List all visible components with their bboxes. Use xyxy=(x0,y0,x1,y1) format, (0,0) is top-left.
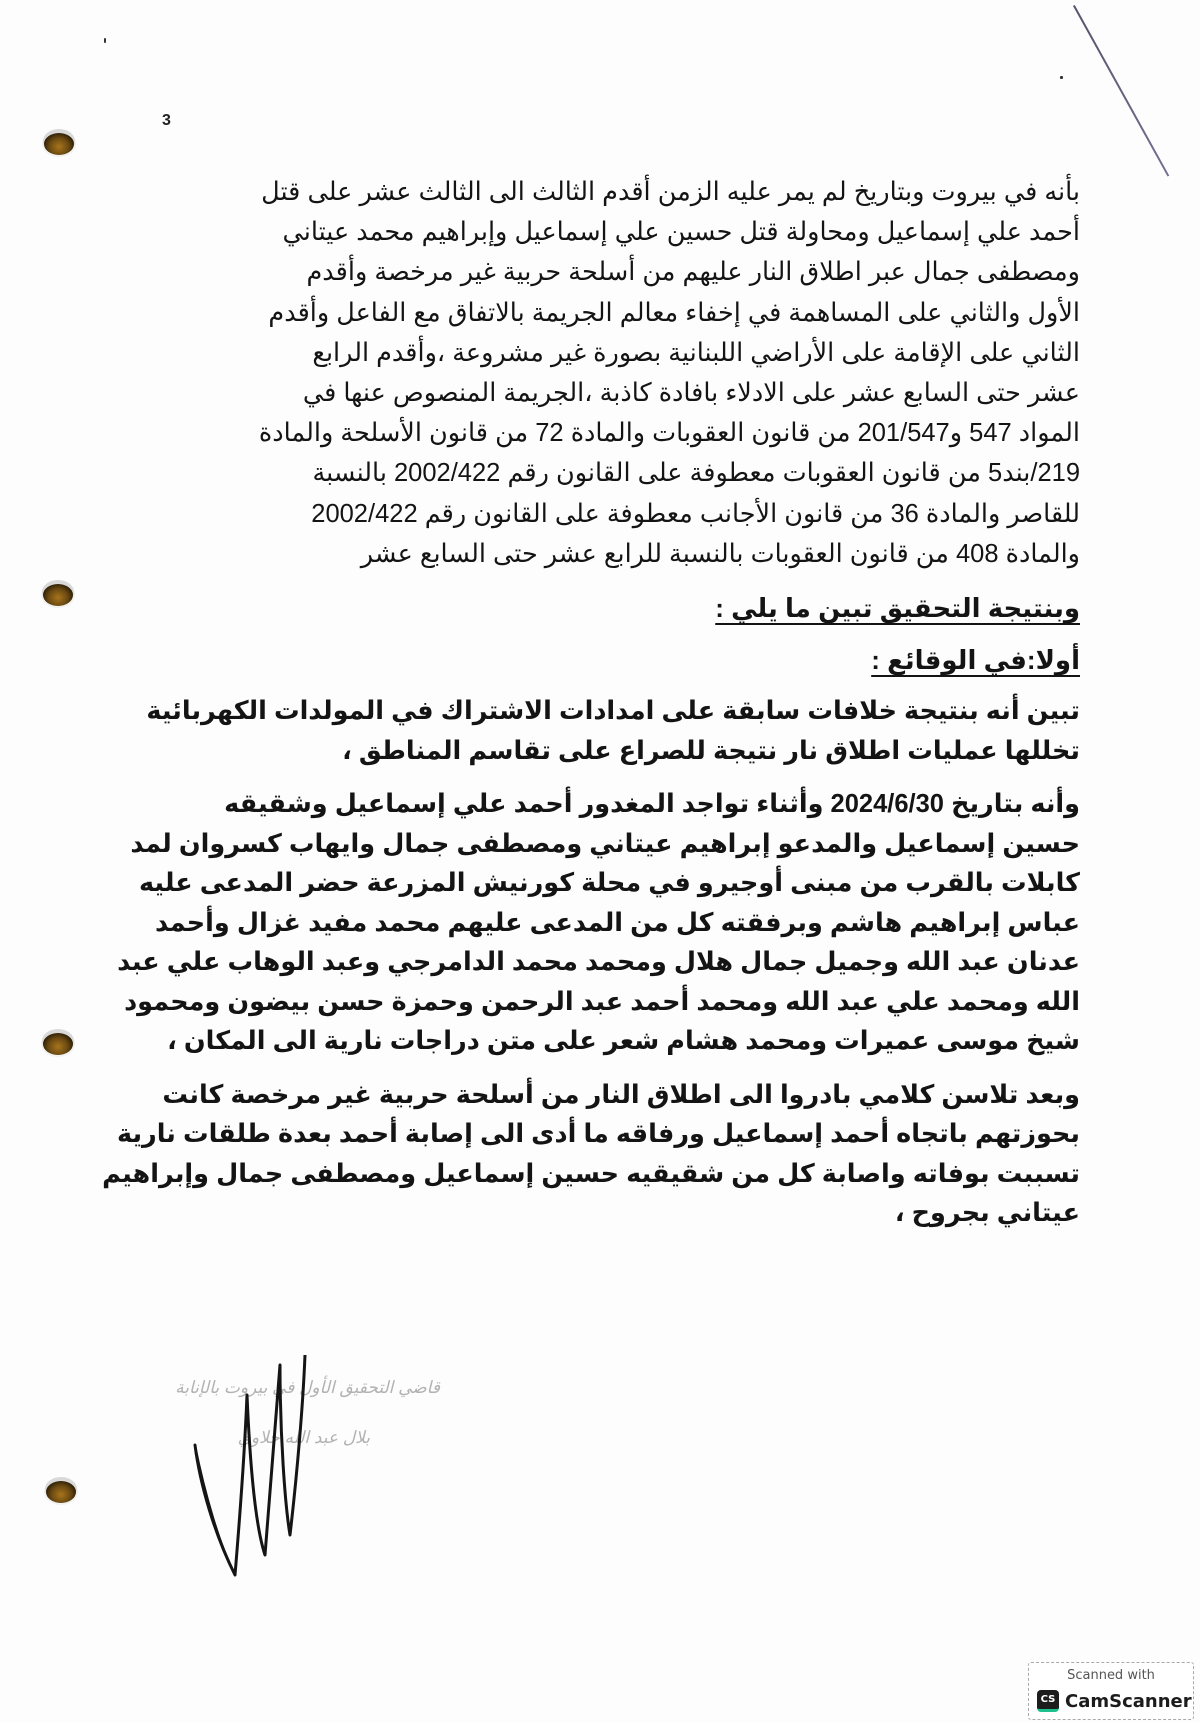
text-line: عباس إبراهيم هاشم وبرفقته كل من المدعى عليهم محمد مفيد غزال وأحمد xyxy=(154,908,1080,937)
text-line: حسين إسماعيل والمدعو إبراهيم عيتاني ومصطفى جمال وايهاب كسروان لمد xyxy=(130,829,1080,858)
scanned-with-label: Scanned with xyxy=(1067,1668,1155,1683)
stamp-name: بلال عبد الله حلاوي xyxy=(237,1428,370,1447)
text-line: الأول والثاني على المساهمة في إخفاء معالم الجريمة بالاتفاق مع الفاعل وأقدم xyxy=(268,298,1080,327)
facts-paragraph-incident xyxy=(117,785,1080,1062)
page-number: 3 xyxy=(162,112,171,129)
camscanner-brand xyxy=(1037,1690,1192,1712)
text-line: المواد 547 و201/547 من قانون العقوبات والمادة 72 من قانون الأسلحة والمادة xyxy=(258,419,1080,448)
stamp-title: قاضي التحقيق الأول في بيروت بالإنابة xyxy=(175,1378,440,1397)
text-line: الثاني على الإقامة على الأراضي اللبنانية بصورة غير مشروعة ،وأقدم الرابع xyxy=(312,338,1080,367)
signature-stroke xyxy=(195,1445,233,1570)
text-line: تسببت بوفاته واصابة كل من شقيقيه حسين إسماعيل ومصطفى جمال وإبراهيم xyxy=(102,1159,1080,1188)
punch-hole-icon xyxy=(46,1481,76,1503)
investigation-heading: وبنتيجة التحقيق تبين ما يلي : xyxy=(715,593,1080,624)
camscanner-logo-icon: CS xyxy=(1037,1690,1059,1712)
charges-paragraph xyxy=(180,172,1080,574)
text-line: تبين أنه بنتيجة خلافات سابقة على امدادات الاشتراك في المولدات الكهربائية xyxy=(146,697,1080,726)
text-line: تخللها عمليات اطلاق نار نتيجة للصراع على تقاسم المناطق ، xyxy=(342,736,1080,765)
signature-stroke xyxy=(195,1355,305,1575)
text-line: والمادة 408 من قانون العقوبات بالنسبة للرابع عشر حتى السابع عشر xyxy=(360,539,1080,568)
scan-speck xyxy=(104,38,106,43)
text-line: بأنه في بيروت وبتاريخ لم يمر عليه الزمن أقدم الثالث الى الثالث عشر على قتل xyxy=(261,178,1080,206)
facts-paragraph-shooting xyxy=(102,1076,1080,1234)
text-line: للقاصر والمادة 36 من قانون الأجانب معطوفة على القانون رقم 2002/422 xyxy=(311,499,1080,528)
text-line: عيتاني بجروح ، xyxy=(894,1199,1080,1228)
handwritten-signature xyxy=(185,1355,345,1580)
facts-heading: أولا:في الوقائع : xyxy=(871,645,1080,676)
camscanner-brand-name: CamScanner xyxy=(1065,1690,1192,1712)
text-line: الله ومحمد علي عبد الله ومحمد أحمد عبد الرحمن وحمزة حسن بيضون ومحمود xyxy=(124,987,1080,1016)
text-line: شيخ موسى عميرات ومحمد هشام شعر على متن دراجات نارية الى المكان ، xyxy=(167,1027,1080,1056)
punch-hole-icon xyxy=(44,133,74,155)
punch-hole-icon xyxy=(43,1033,73,1055)
document-body xyxy=(102,172,1080,1234)
text-line: بحوزتهم باتجاه أحمد إسماعيل ورفاقه ما أدى الى إصابة أحمد بعدة طلقات نارية xyxy=(117,1120,1080,1149)
page-fold-crease xyxy=(1073,5,1169,177)
text-line: وبعد تلاسن كلامي بادروا الى اطلاق النار من أسلحة حربية غير مرخصة كانت xyxy=(162,1080,1080,1109)
punch-hole-icon xyxy=(43,584,73,606)
scan-speck xyxy=(1060,76,1063,79)
camscanner-watermark xyxy=(1028,1662,1194,1720)
text-line: كابلات بالقرب من مبنى أوجيرو في محلة كورنيش المزرعة حضر المدعى عليه xyxy=(138,869,1080,898)
text-line: أحمد علي إسماعيل ومحاولة قتل حسين علي إسماعيل وإبراهيم محمد عيتاني xyxy=(282,218,1080,247)
text-line: وأنه بتاريخ 2024/6/30 وأثناء تواجد المغدور أحمد علي إسماعيل وشقيقه xyxy=(224,790,1080,819)
text-line: 219/بند5 من قانون العقوبات معطوفة على القانون رقم 2002/422 بالنسبة xyxy=(312,459,1080,488)
text-line: عشر حتى السابع عشر على الادلاء بافادة كاذبة ،الجريمة المنصوص عنها في xyxy=(302,379,1080,408)
text-line: عدنان عبد الله وجميل جمال هلال ومحمد محمد الدامرجي وعبد الوهاب علي عبد xyxy=(117,948,1080,977)
facts-paragraph-background xyxy=(146,692,1080,771)
text-line: ومصطفى جمال عبر اطلاق النار عليهم من أسلحة حربية غير مرخصة وأقدم xyxy=(306,258,1080,287)
